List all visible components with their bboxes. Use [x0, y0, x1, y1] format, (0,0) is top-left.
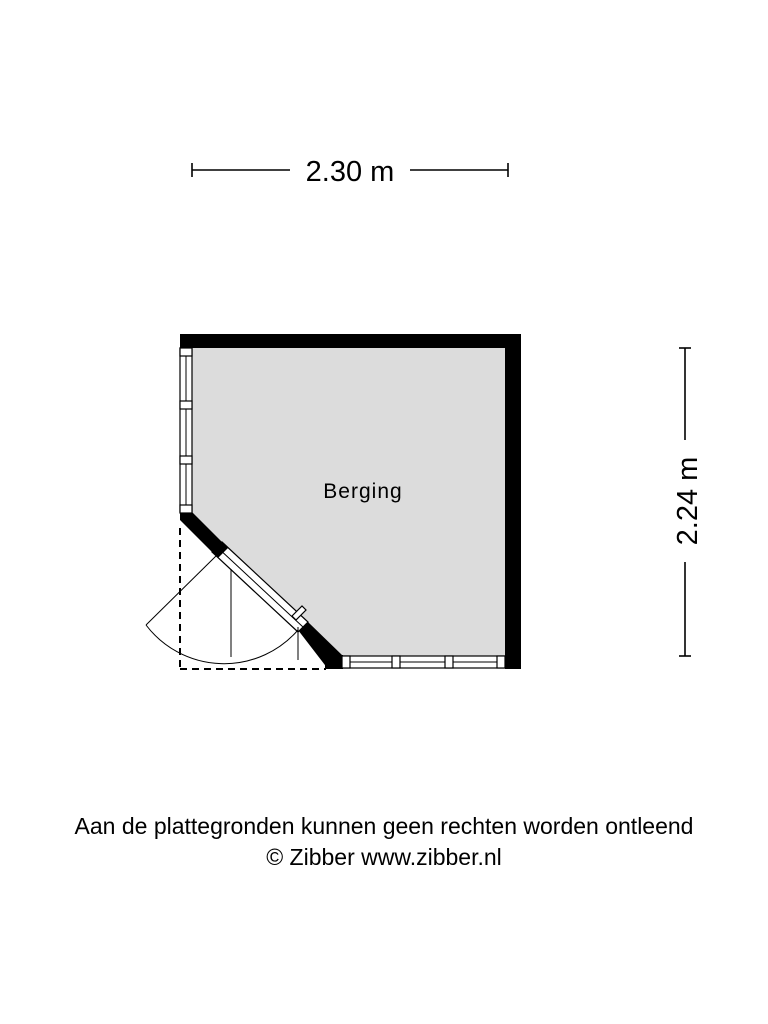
- left-wall-top: [180, 334, 192, 348]
- top-wall: [180, 334, 521, 348]
- bottom-window: [342, 656, 505, 668]
- disclaimer-text: Aan de plattegronden kunnen geen rechten worden ontleend: [74, 813, 694, 839]
- right-wall: [505, 334, 521, 669]
- room-floor: [186, 346, 510, 662]
- height-label: 2.24 m: [672, 456, 704, 546]
- room-label: Berging: [323, 480, 403, 503]
- left-window: [180, 348, 192, 513]
- width-label: 2.30 m: [305, 156, 395, 188]
- copyright-text: © Zibber www.zibber.nl: [266, 844, 502, 870]
